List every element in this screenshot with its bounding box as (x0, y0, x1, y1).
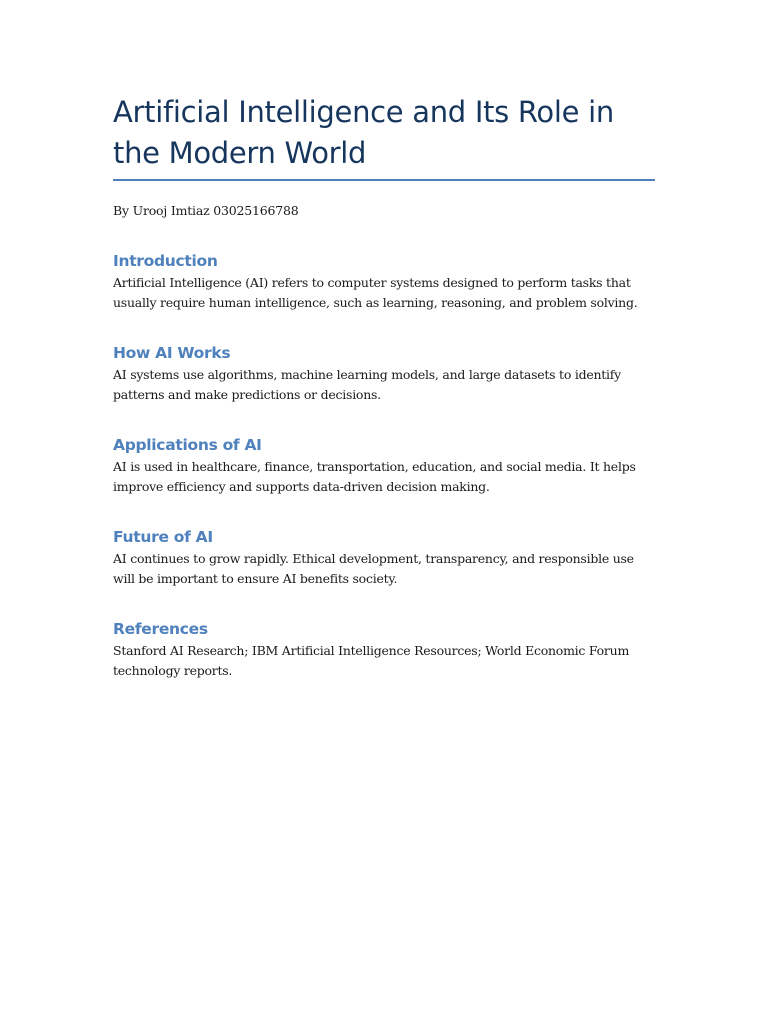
section-applications (113, 435, 655, 496)
section-heading: References (113, 620, 208, 638)
document-title: Artificial Intelligence and Its Role in the Modern World (113, 95, 614, 170)
author-line: By Urooj Imtiaz 03025166788 (113, 203, 299, 218)
section-heading: Future of AI (113, 528, 213, 546)
section-body: AI is used in healthcare, finance, transportation, education, and social media. It helps improve efficiency and supports data-driven decision making. (113, 459, 636, 494)
section-body: AI continues to grow rapidly. Ethical development, transparency, and responsible use will be important to ensure AI benefits society. (113, 551, 634, 586)
section-heading: Introduction (113, 252, 218, 270)
section-future (113, 527, 655, 588)
section-body: AI systems use algorithms, machine learning models, and large datasets to identify patterns and make predictions or decisions. (113, 367, 621, 402)
document-page (113, 92, 655, 680)
section-heading: How AI Works (113, 344, 231, 362)
section-heading: Applications of AI (113, 436, 262, 454)
section-references (113, 619, 655, 680)
section-body: Stanford AI Research; IBM Artificial Intelligence Resources; World Economic Forum technology reports. (113, 643, 630, 678)
section-how-ai-works (113, 343, 655, 404)
section-body: Artificial Intelligence (AI) refers to computer systems designed to perform tasks that usually require human intelligence, such as learning, reasoning, and problem solving. (113, 275, 638, 310)
section-introduction (113, 251, 655, 312)
title-underline-rule (113, 179, 655, 181)
